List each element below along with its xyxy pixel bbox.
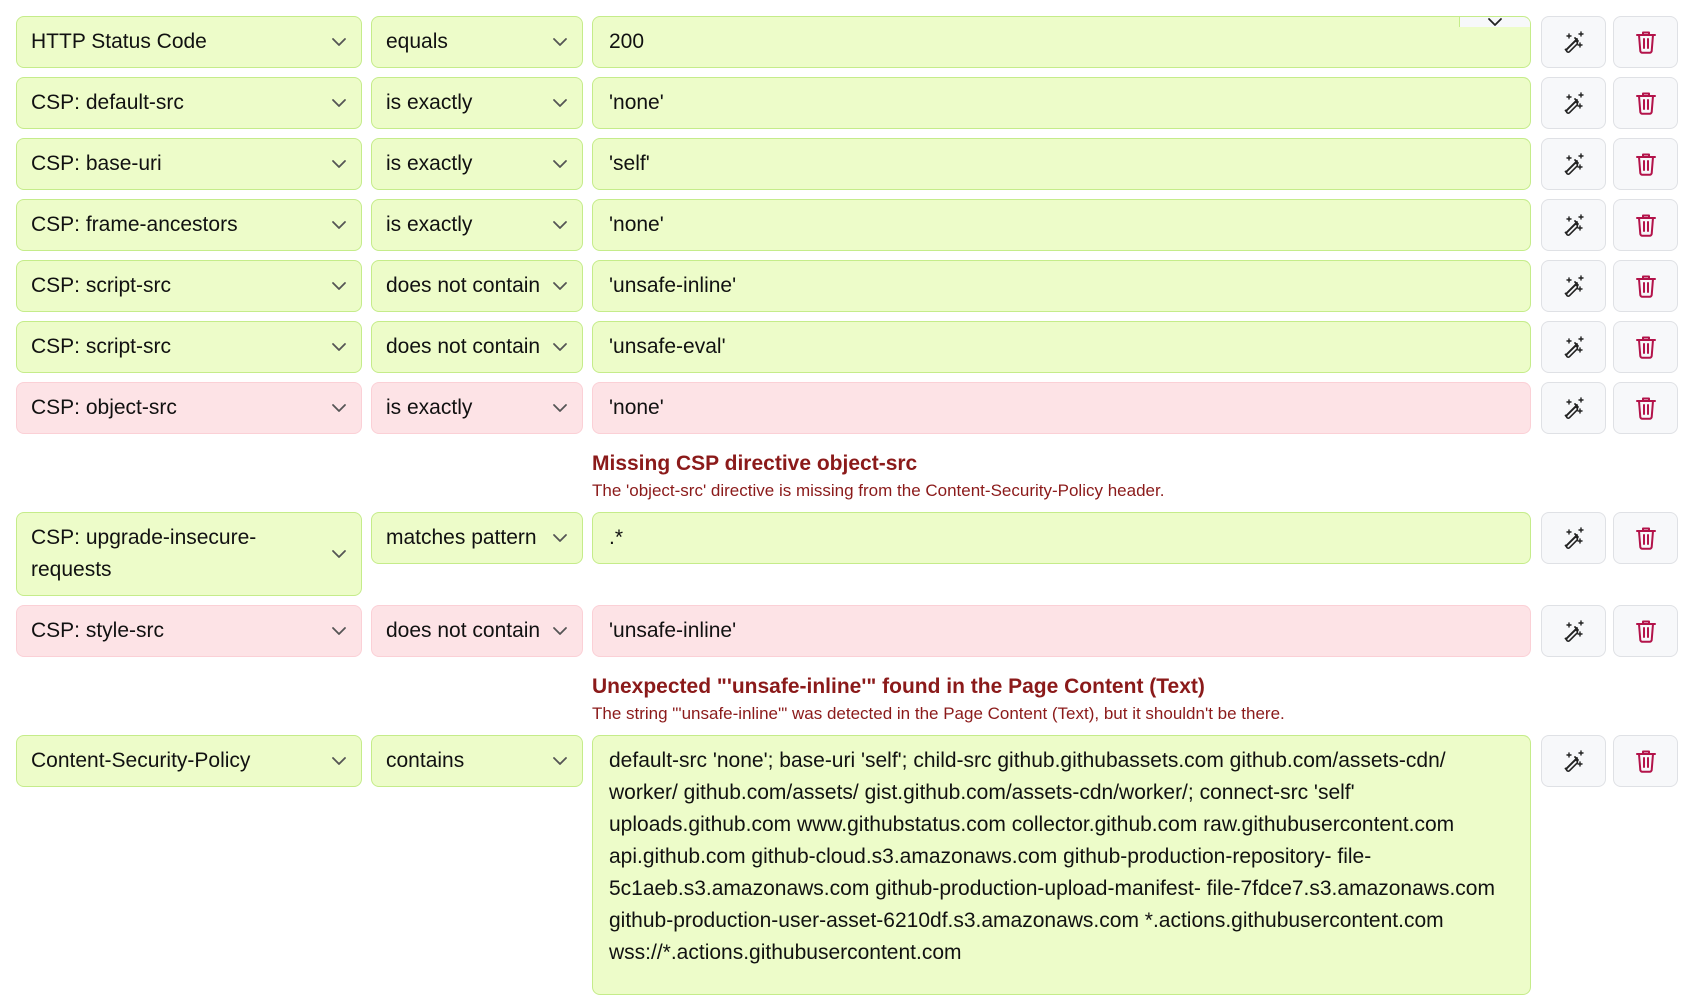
chevron-down-icon: [552, 403, 568, 413]
field-select[interactable]: [16, 735, 362, 787]
rule-row: [16, 16, 1678, 68]
chevron-down-icon: [552, 37, 568, 47]
operator-select[interactable]: [371, 16, 583, 68]
value-input[interactable]: [592, 512, 1531, 564]
auto-fill-button[interactable]: [1541, 735, 1606, 787]
trash-icon: [1635, 213, 1657, 237]
field-select[interactable]: [16, 605, 362, 657]
trash-icon: [1635, 526, 1657, 550]
field-select[interactable]: [16, 260, 362, 312]
delete-rule-button[interactable]: [1613, 735, 1678, 787]
chevron-down-icon: [331, 756, 347, 766]
field-select-value: CSP: base-uri: [31, 152, 162, 175]
operator-select-value: is exactly: [386, 396, 473, 419]
value-input[interactable]: [592, 260, 1531, 312]
value-textarea[interactable]: default-src 'none'; base-uri 'self'; child-src github.githubassets.com github.com/assets-cdn/ worker/ github.com/assets/ gist.github.com/assets-cdn/worker/; connect-src 'self' uploads.github.com www.githubstatus.com collector.github.com raw.githubusercontent.com api.github.com github-cloud.s3.amazonaws.com github-production-repository- file-5c1aeb.s3.amazonaws.com github-production-upload-manifest- file-7fdce7.s3.amazonaws.com github-production-user-asset-6210df.s3.amazonaws.com *.actions.githubusercontent.com wss://*.actions.githubusercontent.com: [592, 735, 1531, 995]
chevron-down-icon: [331, 403, 347, 413]
value-text: 'none': [609, 396, 664, 419]
auto-fill-button[interactable]: [1541, 382, 1606, 434]
rule-error-message: [592, 450, 1678, 504]
value-input[interactable]: [592, 138, 1531, 190]
value-dropdown-button[interactable]: [1459, 17, 1530, 27]
value-input[interactable]: [592, 382, 1531, 434]
magic-wand-icon: [1562, 749, 1586, 773]
trash-icon: [1635, 335, 1657, 359]
operator-select-value: equals: [386, 30, 448, 53]
value-input[interactable]: [592, 321, 1531, 373]
rule-row: [16, 512, 1678, 596]
field-select-value: CSP: script-src: [31, 335, 172, 358]
chevron-down-icon: [552, 281, 568, 291]
chevron-down-icon: [331, 342, 347, 352]
operator-select[interactable]: [371, 199, 583, 251]
value-text: 'self': [609, 152, 650, 175]
delete-rule-button[interactable]: [1613, 199, 1678, 251]
field-select[interactable]: [16, 138, 362, 190]
auto-fill-button[interactable]: [1541, 138, 1606, 190]
chevron-down-icon: [552, 626, 568, 636]
trash-icon: [1635, 91, 1657, 115]
chevron-down-icon: [331, 159, 347, 169]
chevron-down-icon: [552, 342, 568, 352]
auto-fill-button[interactable]: [1541, 512, 1606, 564]
auto-fill-button[interactable]: [1541, 199, 1606, 251]
magic-wand-icon: [1562, 526, 1586, 550]
operator-select-value: matches pattern: [386, 526, 537, 549]
chevron-down-icon: [1487, 17, 1503, 27]
chevron-down-icon: [552, 533, 568, 543]
trash-icon: [1635, 152, 1657, 176]
field-select-value: CSP: style-src: [31, 619, 165, 642]
trash-icon: [1635, 619, 1657, 643]
value-input[interactable]: [592, 605, 1531, 657]
operator-select-value: is exactly: [386, 91, 473, 114]
magic-wand-icon: [1562, 213, 1586, 237]
chevron-down-icon: [552, 220, 568, 230]
delete-rule-button[interactable]: [1613, 321, 1678, 373]
field-select[interactable]: [16, 512, 362, 596]
trash-icon: [1635, 274, 1657, 298]
magic-wand-icon: [1562, 152, 1586, 176]
value-text: .*: [609, 526, 624, 549]
delete-rule-button[interactable]: [1613, 382, 1678, 434]
field-select[interactable]: [16, 321, 362, 373]
rule-error-message: [592, 673, 1678, 727]
rule-row: [16, 321, 1678, 373]
field-select-value: CSP: frame-ancestors: [31, 213, 238, 236]
auto-fill-button[interactable]: [1541, 605, 1606, 657]
rule-row: [16, 138, 1678, 190]
error-description: The 'object-src' directive is missing from the Content-Security-Policy header.: [592, 481, 1165, 500]
delete-rule-button[interactable]: [1613, 138, 1678, 190]
field-select-value: HTTP Status Code: [31, 30, 207, 53]
error-title: Missing CSP directive object-src: [592, 452, 918, 475]
value-input[interactable]: [592, 77, 1531, 129]
value-text: 'unsafe-inline': [609, 274, 737, 297]
field-select[interactable]: [16, 199, 362, 251]
operator-select[interactable]: [371, 605, 583, 657]
chevron-down-icon: [552, 159, 568, 169]
operator-select-value: is exactly: [386, 213, 473, 236]
value-text: 'none': [609, 213, 664, 236]
chevron-down-icon: [331, 549, 347, 559]
delete-rule-button[interactable]: [1613, 77, 1678, 129]
operator-select-value: does not contain: [386, 335, 541, 358]
rule-row: [16, 260, 1678, 312]
auto-fill-button[interactable]: [1541, 260, 1606, 312]
trash-icon: [1635, 30, 1657, 54]
value-text: 'unsafe-eval': [609, 335, 726, 358]
magic-wand-icon: [1562, 335, 1586, 359]
magic-wand-icon: [1562, 274, 1586, 298]
rule-row: [16, 735, 1678, 995]
chevron-down-icon: [331, 281, 347, 291]
field-select[interactable]: [16, 382, 362, 434]
operator-select[interactable]: [371, 512, 583, 564]
auto-fill-button[interactable]: [1541, 16, 1606, 68]
chevron-down-icon: [552, 98, 568, 108]
value-input[interactable]: [592, 199, 1531, 251]
field-select-value: Content-Security-Policy: [31, 749, 251, 772]
rule-row: [16, 605, 1678, 657]
chevron-down-icon: [331, 98, 347, 108]
field-select-value: CSP: object-src: [31, 396, 177, 419]
field-select[interactable]: [16, 77, 362, 129]
chevron-down-icon: [331, 220, 347, 230]
value-text: 'none': [609, 91, 664, 114]
delete-rule-button[interactable]: [1613, 605, 1678, 657]
operator-select[interactable]: [371, 260, 583, 312]
field-select-value: CSP: upgrade-insecure-requests: [31, 526, 257, 581]
operator-select-value: does not contain: [386, 619, 541, 642]
operator-select[interactable]: [371, 321, 583, 373]
chevron-down-icon: [331, 37, 347, 47]
field-select-value: CSP: default-src: [31, 91, 184, 114]
value-input[interactable]: 200: [609, 30, 645, 53]
operator-select[interactable]: [371, 77, 583, 129]
rule-row: [16, 199, 1678, 251]
error-description: The string "'unsafe-inline'" was detected in the Page Content (Text), but it shouldn't be there.: [592, 704, 1285, 723]
value-text: 'unsafe-inline': [609, 619, 737, 642]
operator-select-value: contains: [386, 749, 465, 772]
operator-select[interactable]: [371, 382, 583, 434]
rule-row: [16, 77, 1678, 129]
magic-wand-icon: [1562, 619, 1586, 643]
auto-fill-button[interactable]: [1541, 77, 1606, 129]
chevron-down-icon: [331, 626, 347, 636]
error-title: Unexpected "'unsafe-inline'" found in the Page Content (Text): [592, 675, 1205, 698]
operator-select-value: is exactly: [386, 152, 473, 175]
operator-select-value: does not contain: [386, 274, 541, 297]
operator-select[interactable]: [371, 138, 583, 190]
trash-icon: [1635, 749, 1657, 773]
operator-select[interactable]: [371, 735, 583, 787]
rule-row: [16, 382, 1678, 434]
value-combobox[interactable]: [592, 16, 1531, 68]
magic-wand-icon: [1562, 91, 1586, 115]
delete-rule-button[interactable]: [1613, 512, 1678, 564]
magic-wand-icon: [1562, 30, 1586, 54]
chevron-down-icon: [552, 756, 568, 766]
auto-fill-button[interactable]: [1541, 321, 1606, 373]
trash-icon: [1635, 396, 1657, 420]
magic-wand-icon: [1562, 396, 1586, 420]
field-select[interactable]: [16, 16, 362, 68]
rule-list: [16, 16, 1678, 1004]
field-select-value: CSP: script-src: [31, 274, 172, 297]
delete-rule-button[interactable]: [1613, 260, 1678, 312]
delete-rule-button[interactable]: [1613, 16, 1678, 68]
